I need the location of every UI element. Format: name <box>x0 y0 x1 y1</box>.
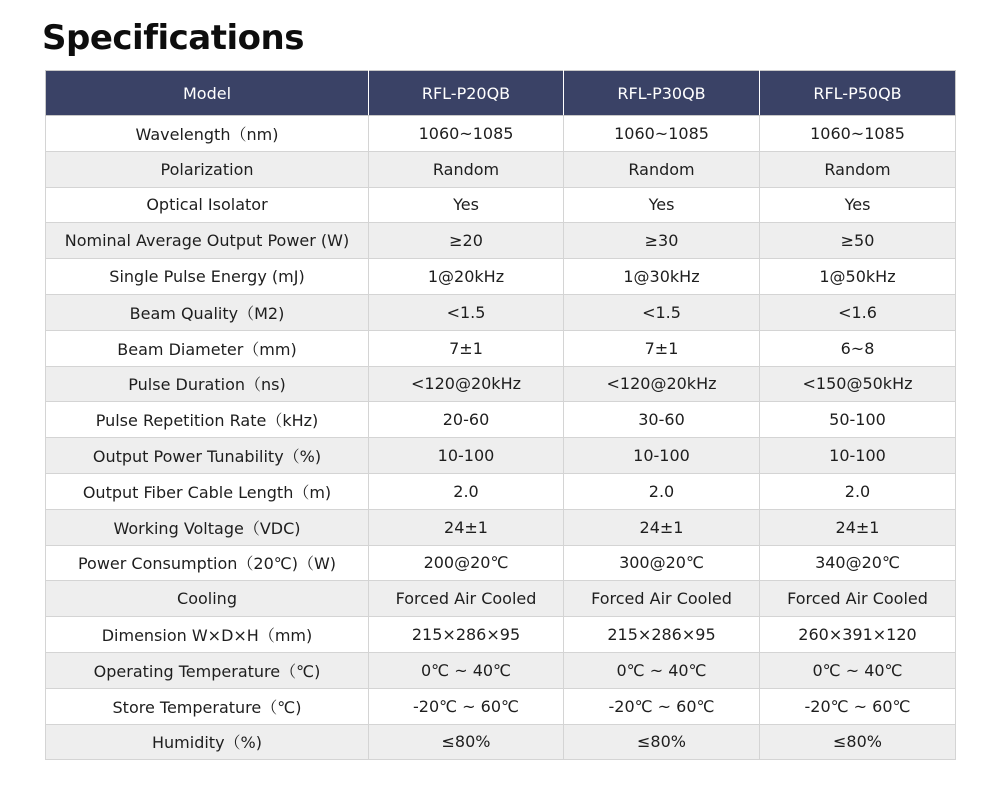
value-cell: 24±1 <box>760 509 956 545</box>
value-cell: 20-60 <box>369 402 564 438</box>
header-cell-rfl-p20qb: RFL-P20QB <box>369 71 564 116</box>
value-cell: 1060~1085 <box>369 116 564 152</box>
value-cell: 0℃ ~ 40℃ <box>369 652 564 688</box>
specifications-table <box>45 70 956 760</box>
value-cell: 50-100 <box>760 402 956 438</box>
value-cell: Yes <box>564 187 760 223</box>
table-row <box>46 688 956 724</box>
parameter-label-cell: Cooling <box>46 581 369 617</box>
table-row <box>46 116 956 152</box>
value-cell: 300@20℃ <box>564 545 760 581</box>
value-cell: 1060~1085 <box>564 116 760 152</box>
parameter-label-cell: Pulse Repetition Rate（kHz) <box>46 402 369 438</box>
parameter-label-cell: Optical Isolator <box>46 187 369 223</box>
header-cell-model: Model <box>46 71 369 116</box>
parameter-label-cell: Power Consumption（20℃)（W) <box>46 545 369 581</box>
parameter-label-cell: Single Pulse Energy (mJ) <box>46 259 369 295</box>
value-cell: ≥30 <box>564 223 760 259</box>
value-cell: 24±1 <box>369 509 564 545</box>
value-cell: 1@30kHz <box>564 259 760 295</box>
value-cell: 1@50kHz <box>760 259 956 295</box>
parameter-label-cell: Working Voltage（VDC) <box>46 509 369 545</box>
table-row <box>46 438 956 474</box>
parameter-label-cell: Output Fiber Cable Length（m) <box>46 473 369 509</box>
value-cell: ≥50 <box>760 223 956 259</box>
parameter-label-cell: Beam Diameter（mm) <box>46 330 369 366</box>
value-cell: -20℃ ~ 60℃ <box>760 688 956 724</box>
value-cell: 1@20kHz <box>369 259 564 295</box>
value-cell: 2.0 <box>369 473 564 509</box>
parameter-label-cell: Wavelength（nm) <box>46 116 369 152</box>
parameter-label-cell: Polarization <box>46 151 369 187</box>
value-cell: <120@20kHz <box>564 366 760 402</box>
value-cell: 2.0 <box>564 473 760 509</box>
value-cell: 24±1 <box>564 509 760 545</box>
value-cell: 10-100 <box>564 438 760 474</box>
value-cell: 6~8 <box>760 330 956 366</box>
header-row <box>46 71 956 116</box>
parameter-label-cell: Humidity（%) <box>46 724 369 760</box>
value-cell: 215×286×95 <box>564 617 760 653</box>
value-cell: 30-60 <box>564 402 760 438</box>
table-row <box>46 259 956 295</box>
table-body <box>46 116 956 760</box>
value-cell: 215×286×95 <box>369 617 564 653</box>
parameter-label-cell: Beam Quality（M2) <box>46 294 369 330</box>
value-cell: Yes <box>760 187 956 223</box>
value-cell: 0℃ ~ 40℃ <box>564 652 760 688</box>
value-cell: <1.5 <box>369 294 564 330</box>
value-cell: Random <box>760 151 956 187</box>
value-cell: <1.6 <box>760 294 956 330</box>
value-cell: <1.5 <box>564 294 760 330</box>
table-row <box>46 151 956 187</box>
page-title: Specifications <box>42 18 304 58</box>
value-cell: Random <box>369 151 564 187</box>
value-cell: -20℃ ~ 60℃ <box>564 688 760 724</box>
value-cell: 7±1 <box>369 330 564 366</box>
value-cell: 340@20℃ <box>760 545 956 581</box>
parameter-label-cell: Pulse Duration（ns) <box>46 366 369 402</box>
value-cell: 0℃ ~ 40℃ <box>760 652 956 688</box>
value-cell: 10-100 <box>760 438 956 474</box>
table-row <box>46 187 956 223</box>
parameter-label-cell: Dimension W×D×H（mm) <box>46 617 369 653</box>
table-row <box>46 545 956 581</box>
value-cell: 2.0 <box>760 473 956 509</box>
value-cell: Forced Air Cooled <box>369 581 564 617</box>
table-header <box>46 71 956 116</box>
value-cell: ≤80% <box>369 724 564 760</box>
parameter-label-cell: Store Temperature（℃) <box>46 688 369 724</box>
table-row <box>46 617 956 653</box>
table-row <box>46 294 956 330</box>
table-row <box>46 330 956 366</box>
table-row <box>46 223 956 259</box>
value-cell: -20℃ ~ 60℃ <box>369 688 564 724</box>
value-cell: <120@20kHz <box>369 366 564 402</box>
value-cell: Forced Air Cooled <box>760 581 956 617</box>
value-cell: 1060~1085 <box>760 116 956 152</box>
value-cell: 200@20℃ <box>369 545 564 581</box>
header-cell-rfl-p50qb: RFL-P50QB <box>760 71 956 116</box>
value-cell: ≥20 <box>369 223 564 259</box>
parameter-label-cell: Operating Temperature（℃) <box>46 652 369 688</box>
table-row <box>46 366 956 402</box>
parameter-label-cell: Output Power Tunability（%) <box>46 438 369 474</box>
table-row <box>46 581 956 617</box>
value-cell: <150@50kHz <box>760 366 956 402</box>
table-row <box>46 473 956 509</box>
value-cell: ≤80% <box>564 724 760 760</box>
table-row <box>46 652 956 688</box>
value-cell: 7±1 <box>564 330 760 366</box>
table-row <box>46 402 956 438</box>
table-row <box>46 724 956 760</box>
value-cell: 260×391×120 <box>760 617 956 653</box>
header-cell-rfl-p30qb: RFL-P30QB <box>564 71 760 116</box>
value-cell: Random <box>564 151 760 187</box>
parameter-label-cell: Nominal Average Output Power (W) <box>46 223 369 259</box>
value-cell: Forced Air Cooled <box>564 581 760 617</box>
value-cell: Yes <box>369 187 564 223</box>
value-cell: 10-100 <box>369 438 564 474</box>
table-row <box>46 509 956 545</box>
value-cell: ≤80% <box>760 724 956 760</box>
